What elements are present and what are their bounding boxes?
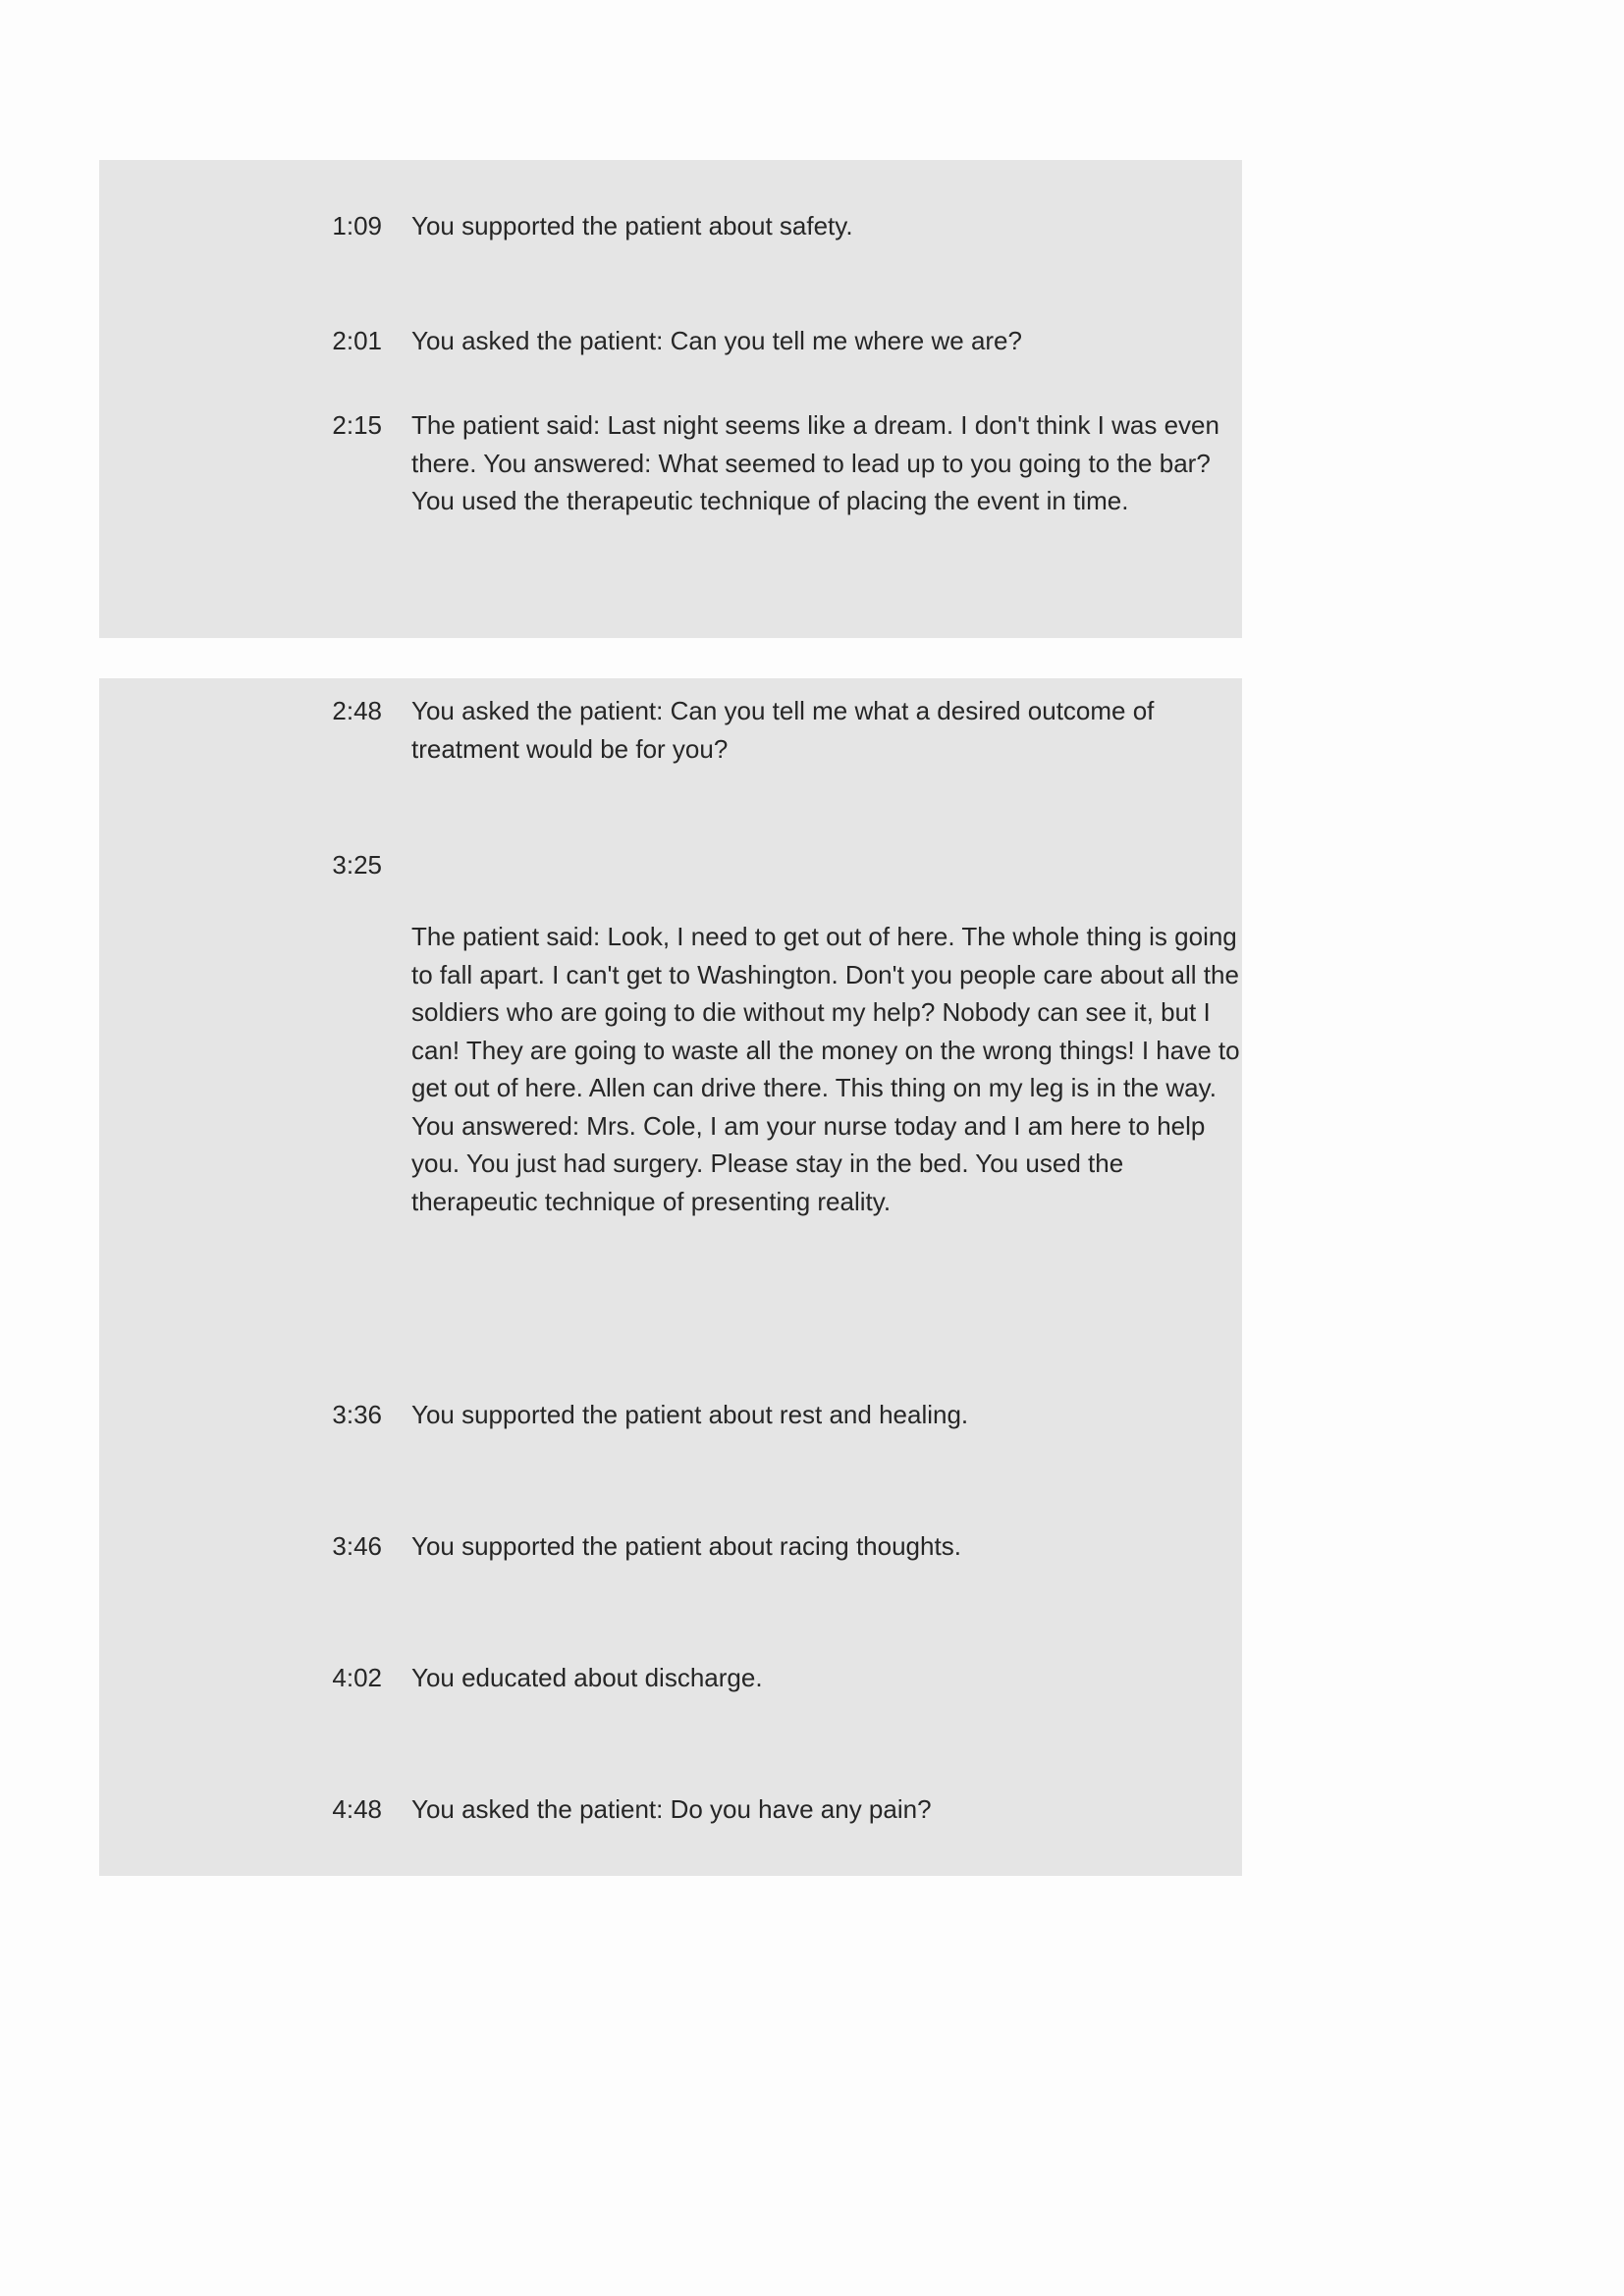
transcript-panel-2: [99, 678, 1242, 1876]
entry-time: 2:01: [332, 326, 382, 355]
entry-time: 2:48: [332, 696, 382, 725]
entry-text: You asked the patient: Do you have any pain?: [411, 1794, 932, 1824]
entry-time: 1:09: [332, 211, 382, 240]
entry-text: The patient said: Last night seems like a dream. I don't think I was even there. You answered: What seemed to lead up to you going to the bar? You used the therapeutic technique of placing the event in time.: [411, 410, 1219, 515]
entry-text: The patient said: Look, I need to get out of here. The whole thing is going to fall apart. I can't get to Washington. Don't you people care about all the soldiers who are going to die without my help? Nobody can see it, but I can! They are going to waste all the money on the wrong things! I have to get out of here. Allen can drive there. This thing on my leg is in the way. You answered: Mrs. Cole, I am your nurse today and I am here to help you. You just had surgery. Please stay in the bed. You used the therapeutic technique of presenting reality.: [411, 922, 1240, 1216]
entry-text: You supported the patient about racing thoughts.: [411, 1531, 961, 1561]
entry-time: 4:48: [332, 1794, 382, 1824]
entry-text: You educated about discharge.: [411, 1663, 763, 1692]
transcript-panel-1: [99, 160, 1242, 638]
entry-time: 3:25: [332, 850, 382, 880]
entry-text: You asked the patient: Can you tell me what a desired outcome of treatment would be for you?: [411, 696, 1155, 764]
entry-time: 3:36: [332, 1400, 382, 1429]
entry-text: You supported the patient about rest and healing.: [411, 1400, 969, 1429]
entry-text: You asked the patient: Can you tell me where we are?: [411, 326, 1022, 355]
entry-time: 3:46: [332, 1531, 382, 1561]
entry-time: 4:02: [332, 1663, 382, 1692]
entry-text: You supported the patient about safety.: [411, 211, 853, 240]
entry-time: 2:15: [332, 410, 382, 440]
